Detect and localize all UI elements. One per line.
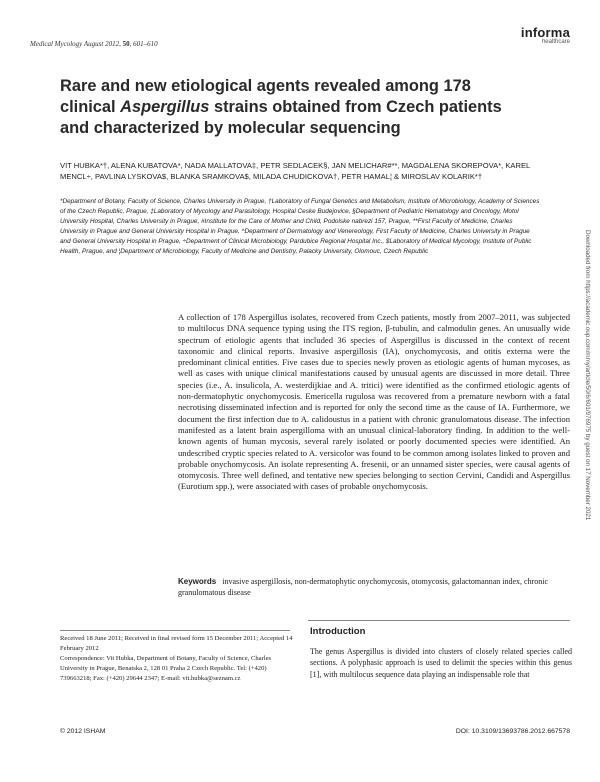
title-part-genus: Aspergillus [120, 98, 210, 116]
intro-text: The genus Aspergillus is divided into clusters of closely related species called sections. A polyphasic approach is used to delimit the species within this genus [1], with multilocus sequence data playing an indispensable role that [310, 647, 572, 679]
author-list: VIT HUBKA*†, ALENA KUBATOVA*, NADA MALLATOVA‡, PETR SEDLACEK§, JAN MELICHAR#**, MAGDALENA SKOREPOVA*, KAREL MENCL÷, PAVLINA LYSKOVA$, BLANKA SRAMKOVA$, MILADA CHUDICKOVA†, PETR HAMAL¦ & MIROSLAV KOLARIK*† [60, 161, 530, 182]
keywords [178, 576, 570, 598]
publisher-subbrand: healthcare [541, 39, 570, 45]
journal-volume: 50 [122, 40, 130, 48]
journal-date: August 2012, [83, 40, 121, 48]
journal-name: Medical Mycology [30, 40, 83, 48]
doi-link[interactable]: DOI: 10.3109/13693786.2012.667578 [455, 728, 570, 735]
download-note-text: Downloaded from https://academic.oup.com/mmy/article/50/6/601/976975 by guest on 17 November 2021 [584, 230, 591, 521]
footnote-divider [60, 630, 290, 631]
download-note [582, 230, 592, 610]
intro-heading: Introduction [310, 626, 366, 637]
article-title [60, 76, 520, 139]
intro-divider [308, 620, 570, 621]
publisher-logo [521, 26, 570, 46]
journal-pages: , 601–610 [129, 40, 158, 48]
title-part-1: Rare and new etiological agents revealed among 178 clinical [60, 77, 471, 116]
publisher-brand: informa [520, 25, 570, 40]
correspondence: Correspondence: Vit Hubka, Department of Botany, Faculty of Science, Charles University in Prague, Benatska 2, 128 01 Praha 2 Czech Republic. Tel: (+420) 739663218; Fax: (+420) 29644 2347; E-mail: vit.hubka@seznam.cz [60, 655, 272, 683]
keywords-label: Keywords [178, 577, 217, 586]
journal-citation [30, 40, 158, 48]
affiliations: *Department of Botany, Faculty of Science, Charles University in Prague, †Laboratory of Fungal Genetics and Metabolism, Institute of Microbiology, Academy of Sciences of the Czech Republic, Prague, ‡Laboratory of Mycology and Parasitology, Hospital Ceske Budejovice, §Department of Pediatric Hematology and Oncology, Motol University Hospital, Charles University in Prague, #Institute for the Care of Mother and Child, Podolske nabrezi 157, Prague, **First Faculty of Medicine, Charles University in Prague and General University Hospital in Prague, ^Department of Dermatology and Venereology, First Faculty of Medicine, Charles University in Prague and General University Hospital in Prague, ÷Department of Clinical Microbiology, Pardubice Regional Hospital Inc., $Laboratory of Medical Mycology, Institute of Public Health, Prague, and ¦Department of Microbiology, Faculty of Medicine and Dentistry, Palacky University, Olomouc, Czech Republic [60, 198, 540, 255]
abstract: A collection of 178 Aspergillus isolates, recovered from Czech patients, mostly from 2007–2011, was subjected to multilocus DNA sequence typing using the ITS region, β-tubulin, and calmodulin genes. An unusually wide spectrum of etiologic agents that included 36 species of Aspergillus is discussed in the context of recent taxonomic and clinical reports. Invasive aspergillosis (IA), onychomycosis, and otitis externa were the predominant clinical entities. Five cases due to species newly proven as etiologic agents of human mycoses, as well as cases with unique clinical manifestations caused by unusual agents are discussed in more detail. Three species (i.e., A. insulicola, A. westerdijkiae and A. tritici) were identified as the confirmed etiologic agents of non-dermatophytic onychomycosis. Emericella rugulosa was recovered from a premature newborn with a fatal necrotising disseminated infection and is reported for only the second time as the cause of IA. Furthermore, we document the first infection due to A. calidoustus in a patient with chronic granulomatous disease. The infection manifested as a latent brain aspergilloma with an unusual clinical-laboratory finding. In addition to the well-known agents of human mycosis, several rarely isolated or poorly documented species were identified. An undescribed cryptic species related to A. versicolor was found to be common among isolates linked to proven and probable onychomycosis. An isolate representing A. fresenii, or an unnamed sister species, were causal agents of otomycosis. Three well defined, and tentative new species belonging to section Cervini, Candidi and Aspergillus (Eurotium spp.), were associated with cases of probable onychomycosis. [178, 312, 570, 492]
copyright: © 2012 ISHAM [60, 728, 106, 735]
keywords-text: invasive aspergillosis, non-dermatophytic onychomycosis, otomycosis, galactomannan index, chronic granulomatous disease [178, 577, 549, 597]
received-footnote [60, 634, 298, 684]
title-part-2: strains obtained from Czech patients and characterized by molecular sequencing [60, 98, 502, 137]
received-dates: Received 18 June 2011; Received in final revised form 15 December 2011; Accepted 14 February 2012 [60, 635, 293, 653]
